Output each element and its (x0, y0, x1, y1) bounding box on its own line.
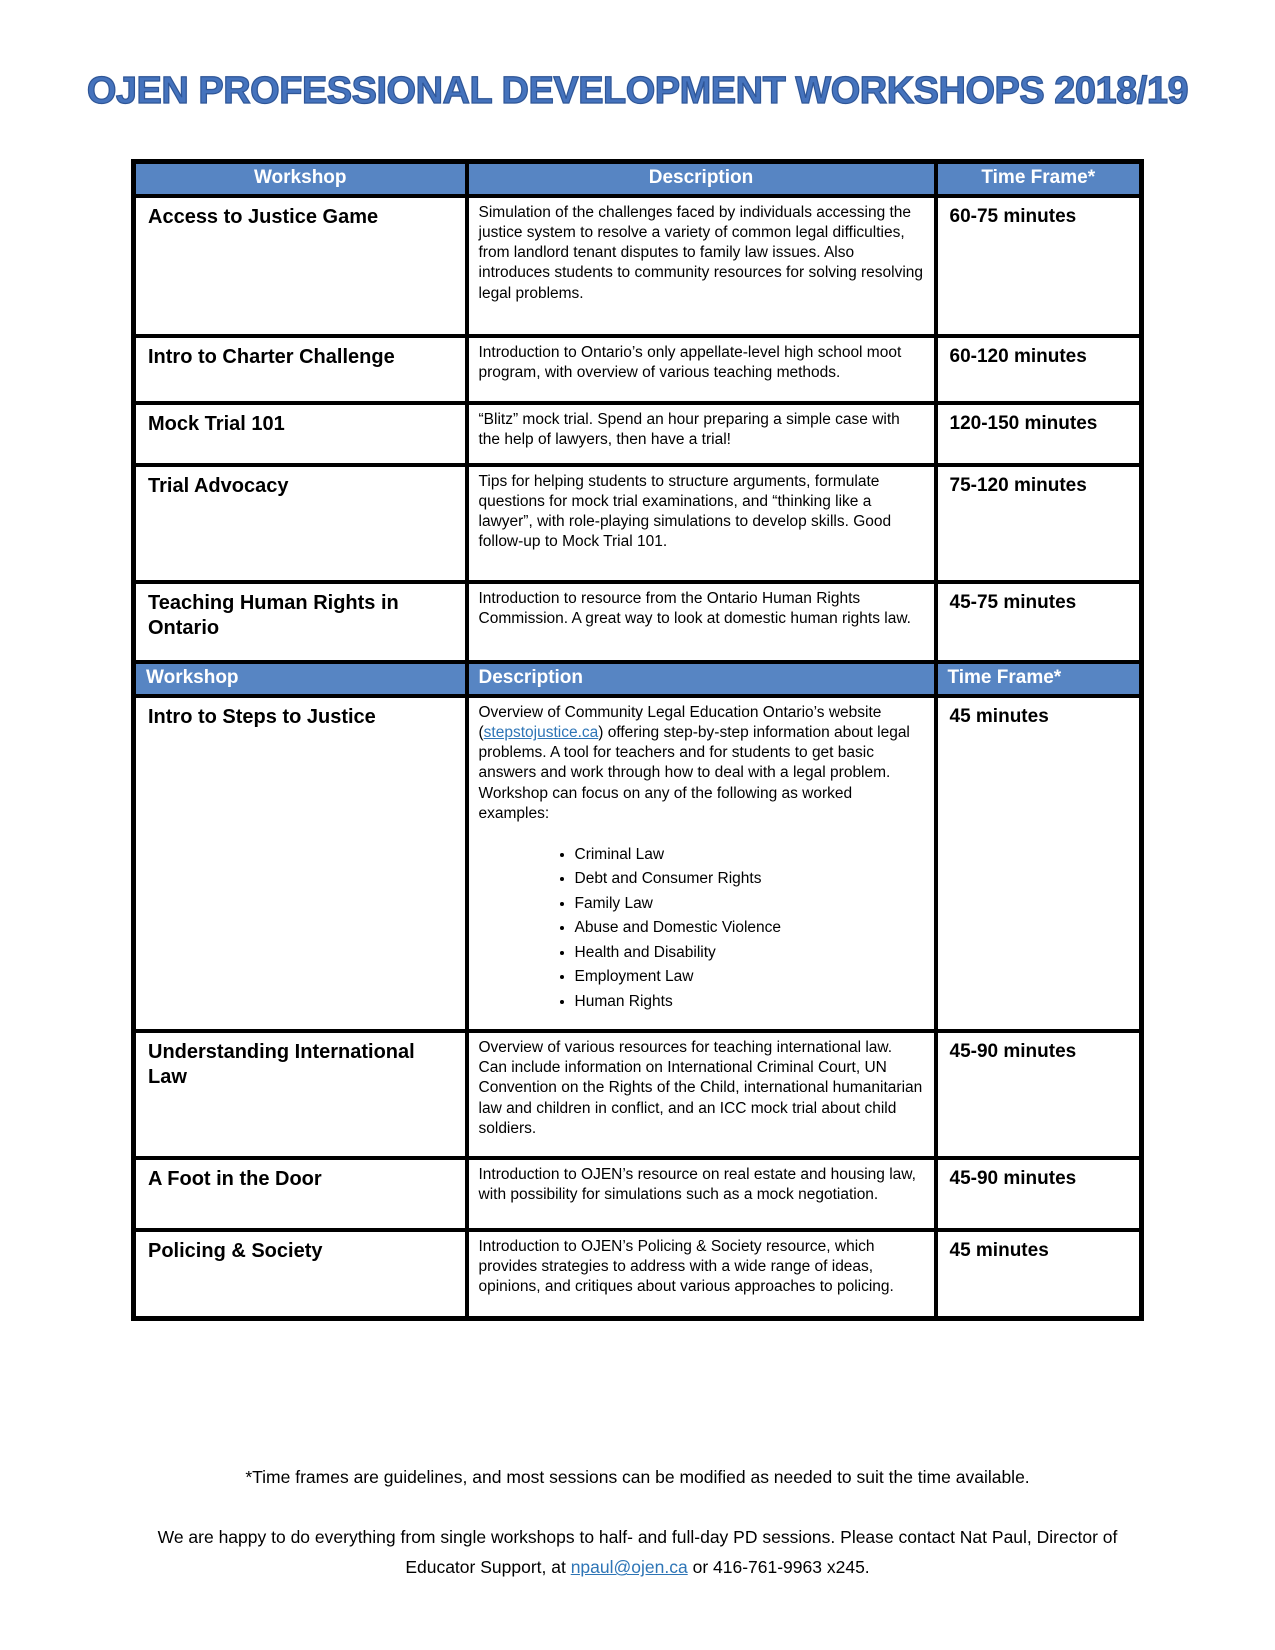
workshop-description (467, 336, 936, 403)
description-text: Introduction to OJEN’s Policing & Society resource, which provides strategies to address with a wide range of ideas, opinions, and critiques about various approaches to policing. (478, 1238, 894, 1296)
workshop-name: Access to Justice Game (134, 196, 467, 336)
column-header-time: Time Frame* (936, 162, 1142, 197)
workshop-row (134, 582, 1142, 662)
workshop-name: A Foot in the Door (134, 1158, 467, 1230)
column-header-description: Description (467, 162, 936, 197)
workshop-row (134, 465, 1142, 582)
workshop-time-frame: 60-75 minutes (936, 196, 1142, 336)
description-text: Introduction to resource from the Ontario Human Rights Commission. A great way to look at domestic human rights law. (478, 590, 911, 628)
workshop-time-frame: 45 minutes (936, 1230, 1142, 1318)
description-text: “Blitz” mock trial. Spend an hour preparing a simple case with the help of lawyers, then have a trial! (478, 411, 900, 449)
workshop-description (467, 582, 936, 662)
topic-bullet-item: • Criminal Law (575, 844, 924, 866)
topic-bullet-item: • Human Rights (575, 991, 924, 1013)
workshop-row (134, 696, 1142, 1031)
topic-bullet-item: • Debt and Consumer Rights (575, 868, 924, 890)
workshop-time-frame: 45 minutes (936, 696, 1142, 1031)
workshop-name: Intro to Charter Challenge (134, 336, 467, 403)
description-text: Tips for helping students to structure arguments, formulate questions for mock trial examinations, and “thinking like a lawyer”, with role-playing simulations to develop skills. Good follow-up to Mock Trial 101. (478, 473, 892, 551)
column-header-description: Description (467, 662, 936, 696)
workshop-row (134, 336, 1142, 403)
description-inline-link[interactable]: stepstojustice.ca (483, 724, 599, 742)
column-header-time: Time Frame* (936, 662, 1142, 696)
workshop-time-frame: 120-150 minutes (936, 403, 1142, 465)
table-header-row (134, 162, 1142, 197)
workshop-description (467, 196, 936, 336)
column-header-workshop: Workshop (134, 162, 467, 197)
contact-text-before: We are happy to do everything from single workshops to half- and full-day PD sessions. Please contact Nat Paul, Director of Educator Support, at (157, 1526, 1118, 1578)
workshop-name: Understanding International Law (134, 1031, 467, 1158)
table-header-row (134, 662, 1142, 696)
workshop-row (134, 403, 1142, 465)
workshop-description (467, 1230, 936, 1318)
workshop-time-frame: 60-120 minutes (936, 336, 1142, 403)
workshop-time-frame: 45-75 minutes (936, 582, 1142, 662)
workshop-name: Intro to Steps to Justice (134, 696, 467, 1031)
workshop-row (134, 1158, 1142, 1230)
workshop-time-frame: 45-90 minutes (936, 1031, 1142, 1158)
workshop-row (134, 196, 1142, 336)
topic-bullet-item: • Health and Disability (575, 942, 924, 964)
workshop-name: Mock Trial 101 (134, 403, 467, 465)
description-text: ) offering step-by-step information about legal problems. A tool for teachers and for students to get basic answers and work through how to deal with a legal problem. Workshop can focus on any of the following as worked examples: (478, 724, 910, 822)
contact-text-after: or 416-761-9963 x245. (687, 1557, 870, 1578)
page-title: OJEN PROFESSIONAL DEVELOPMENT WORKSHOPS 2018/19 (86, 70, 1189, 112)
description-text: Introduction to OJEN’s resource on real estate and housing law, with possibility for simulations such as a mock negotiation. (478, 1166, 916, 1204)
description-text: Overview of Community Legal Education Ontario’s website ( (478, 704, 882, 742)
workshop-description (467, 1158, 936, 1230)
workshop-description (467, 1031, 936, 1158)
workshops-table-body (134, 162, 1142, 1319)
column-header-workshop: Workshop (134, 662, 467, 696)
email-link[interactable]: npaul@ojen.ca (570, 1557, 688, 1578)
workshop-time-frame: 75-120 minutes (936, 465, 1142, 582)
time-frame-footnote: *Time frames are guidelines, and most sessions can be modified as needed to suit the time available. (245, 1466, 1030, 1487)
workshop-description (467, 465, 936, 582)
workshop-time-frame: 45-90 minutes (936, 1158, 1142, 1230)
workshop-name: Teaching Human Rights in Ontario (134, 582, 467, 662)
topic-bullet-list (557, 844, 924, 1013)
workshop-name: Policing & Society (134, 1230, 467, 1318)
workshop-name: Trial Advocacy (134, 465, 467, 582)
topic-bullet-item: • Employment Law (575, 966, 924, 988)
description-text: Introduction to Ontario’s only appellate-level high school moot program, with overview of various teaching methods. (478, 344, 902, 382)
description-text: Overview of various resources for teaching international law. Can include information on International Criminal Court, UN Convention on the Rights of the Child, international humanitarian law and children in conflict, and an ICC mock trial about child soldiers. (478, 1039, 923, 1137)
workshop-description (467, 696, 936, 1031)
workshops-table (131, 159, 1144, 1321)
topic-bullet-item: • Family Law (575, 893, 924, 915)
workshop-row (134, 1031, 1142, 1158)
contact-paragraph (143, 1522, 1133, 1583)
workshop-description (467, 403, 936, 465)
description-text: Simulation of the challenges faced by individuals accessing the justice system to resolve a variety of common legal difficulties, from landlord tenant disputes to family law issues. Also introduces students to community resources for solving resolving legal problems. (478, 204, 924, 302)
workshop-row (134, 1230, 1142, 1318)
topic-bullet-item: • Abuse and Domestic Violence (575, 917, 924, 939)
